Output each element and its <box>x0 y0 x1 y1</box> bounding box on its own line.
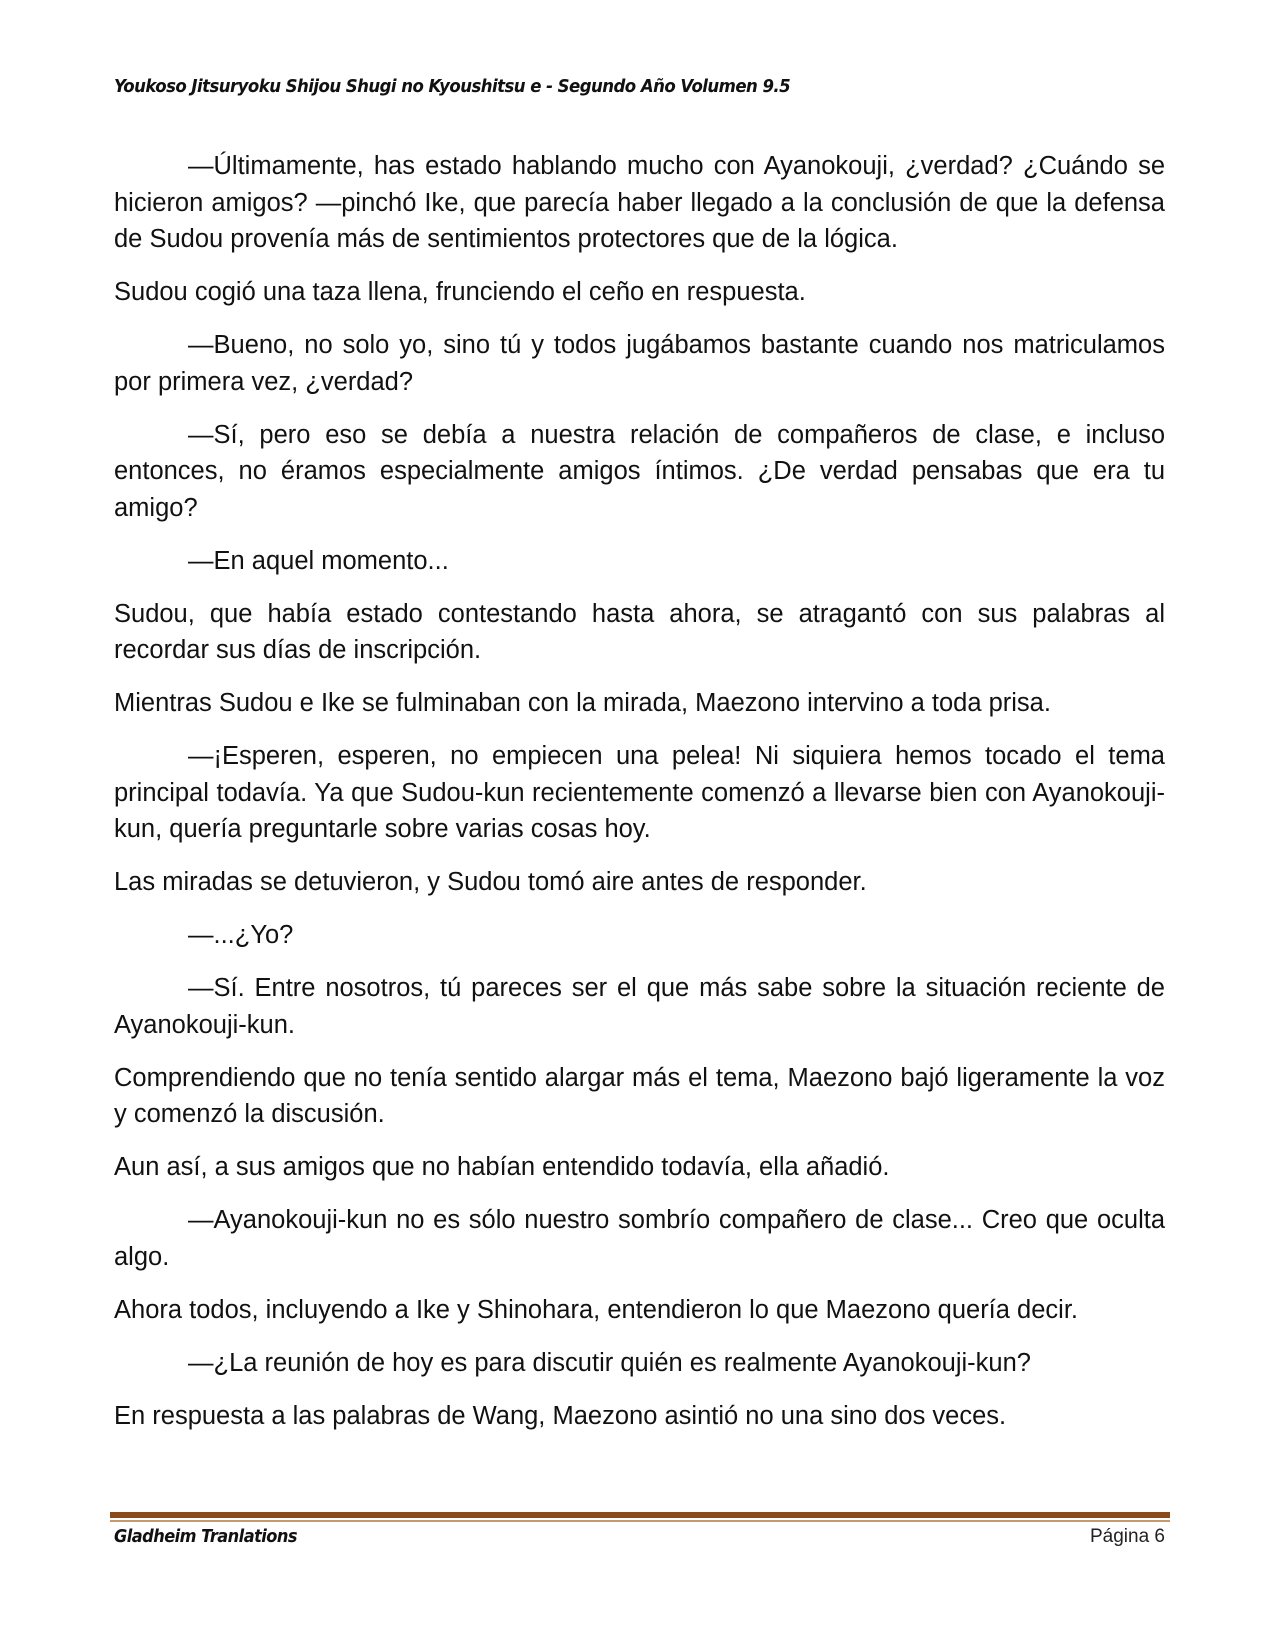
page-number: Página 6 <box>1089 1526 1165 1547</box>
footer-publisher: Gladheim Tranlations <box>114 1526 297 1547</box>
paragraph: Las miradas se detuvieron, y Sudou tomó aire antes de responder. <box>114 868 867 896</box>
paragraph: —Sí. Entre nosotros, tú pareces ser el que más sabe sobre la situación reciente de Ayanokouji-kun. <box>114 974 1165 1039</box>
paragraph: —¿La reunión de hoy es para discutir quién es realmente Ayanokouji-kun? <box>188 1348 1031 1377</box>
running-header: Youkoso Jitsuryoku Shijou Shugi no Kyoushitsu e - Segundo Año Volumen 9.5 <box>114 76 791 97</box>
paragraph: Mientras Sudou e Ike se fulminaban con la mirada, Maezono intervino a toda prisa. <box>114 689 1051 717</box>
paragraph: Sudou, que había estado contestando hasta ahora, se atragantó con sus palabras al recordar sus días de inscripción. <box>114 599 1165 664</box>
footer-rule-thin <box>110 1520 1170 1522</box>
paragraph: Ahora todos, incluyendo a Ike y Shinohara, entendieron lo que Maezono quería decir. <box>114 1295 1078 1324</box>
paragraph: —Ayanokouji-kun no es sólo nuestro sombrío compañero de clase... Creo que oculta algo. <box>114 1206 1165 1271</box>
paragraph: Comprendiendo que no tenía sentido alargar más el tema, Maezono bajó ligeramente la voz y comenzó la discusión. <box>114 1063 1165 1128</box>
paragraph: Aun así, a sus amigos que no habían entendido todavía, ella añadió. <box>114 1153 890 1181</box>
paragraph: Sudou cogió una taza llena, frunciendo el ceño en respuesta. <box>114 278 806 306</box>
page-body <box>114 148 1165 1451</box>
paragraph: —Últimamente, has estado hablando mucho con Ayanokouji, ¿verdad? ¿Cuándo se hicieron amigos? —pinchó Ike, que parecía haber llegado a la conclusión de que la defensa de Sudou provenía más de sentimientos protectores que de la lógica. <box>114 152 1165 253</box>
paragraph: —Sí, pero eso se debía a nuestra relación de compañeros de clase, e incluso entonces, no éramos especialmente amigos íntimos. ¿De verdad pensabas que era tu amigo? <box>114 420 1165 522</box>
footer-rule <box>110 1512 1170 1518</box>
paragraph: —Bueno, no solo yo, sino tú y todos jugábamos bastante cuando nos matriculamos por primera vez, ¿verdad? <box>114 331 1165 396</box>
paragraph: —...¿Yo? <box>188 921 294 949</box>
paragraph: —¡Esperen, esperen, no empiecen una pelea! Ni siquiera hemos tocado el tema principal todavía. Ya que Sudou-kun recientemente comenzó a llevarse bien con Ayanokouji-kun, quería preguntarle sobre varias cosas hoy. <box>114 742 1165 843</box>
paragraph: En respuesta a las palabras de Wang, Maezono asintió no una sino dos veces. <box>114 1401 1007 1430</box>
paragraph: —En aquel momento... <box>188 546 449 575</box>
